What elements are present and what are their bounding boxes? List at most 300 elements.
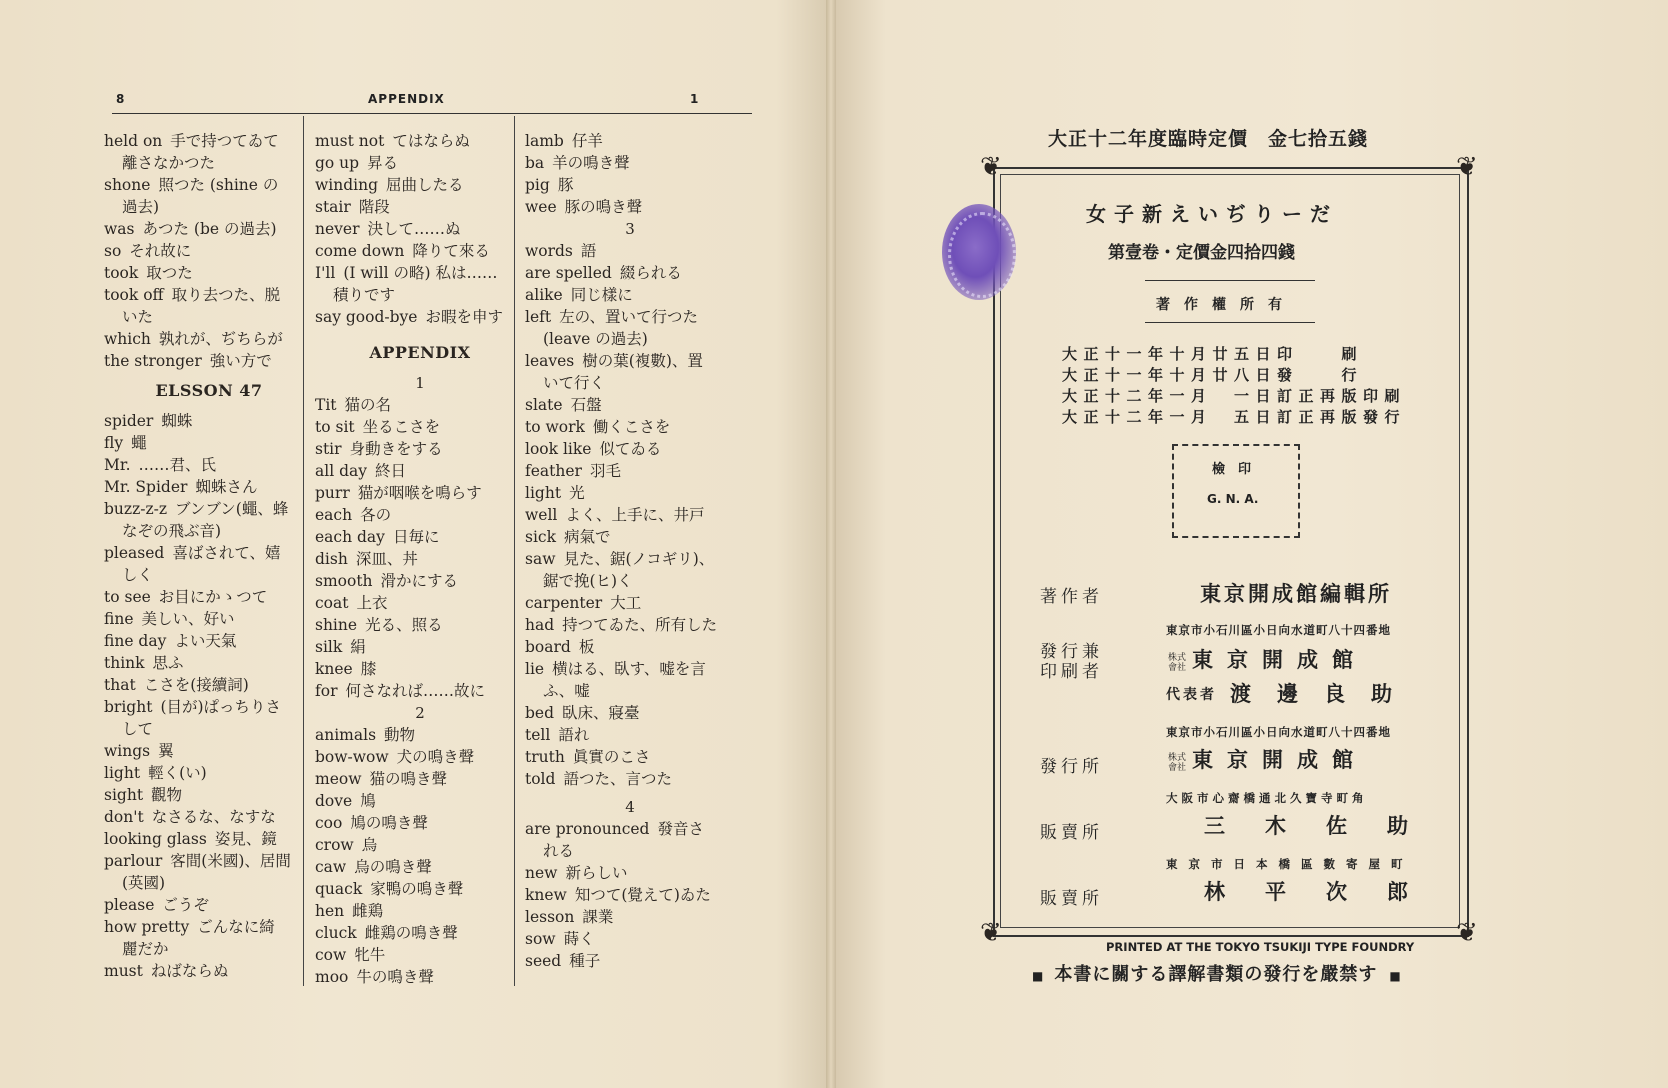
glossary-entry (315, 548, 525, 570)
english-term: animals (315, 726, 377, 744)
glossary-entry (315, 614, 525, 636)
glossary-entry (525, 818, 735, 840)
japanese-gloss: (目が)ぱっちりさ (160, 698, 282, 716)
english-term: spider (104, 412, 154, 430)
glossary-entry (525, 950, 735, 972)
english-term: crow (315, 836, 354, 854)
rule (1145, 322, 1315, 323)
japanese-gloss: 蠅 (131, 434, 147, 452)
english-term: that (104, 676, 136, 694)
english-term: each (315, 506, 353, 524)
glossary-entry (525, 394, 735, 416)
japanese-gloss: 板 (578, 638, 595, 656)
japanese-gloss: よい天氣 (174, 632, 237, 650)
english-term: so (104, 242, 122, 260)
japanese-gloss: 深皿、丼 (355, 550, 418, 568)
glossary-entry (525, 372, 735, 394)
glossary-entry (525, 460, 735, 482)
glossary-entry (315, 636, 525, 658)
glossary-entry (315, 768, 525, 790)
glossary-entry (315, 416, 525, 438)
glossary-entry (104, 152, 314, 174)
kaisha: 會社 (1168, 662, 1187, 673)
japanese-gloss: ねばならぬ (150, 962, 229, 980)
japanese-gloss: 石盤 (570, 396, 602, 414)
english-term: parlour (104, 852, 163, 870)
glossary-entry (104, 762, 314, 784)
japanese-gloss: 種子 (569, 952, 601, 970)
glossary-entry (104, 542, 314, 564)
english-term: wings (104, 742, 151, 760)
english-term: stair (315, 198, 351, 216)
japanese-gloss: 照つた (shine の (158, 176, 279, 194)
glossary-entry (525, 636, 735, 658)
glossary-entry (104, 784, 314, 806)
japanese-gloss: 知つて(覺えて)ゐた (574, 886, 711, 904)
glossary-entry (104, 696, 314, 718)
company-mark (1168, 753, 1186, 773)
japanese-gloss: 身動きをする (349, 440, 443, 458)
glossary-entry (525, 328, 735, 350)
japanese-gloss: 左の、置いて行つた (559, 308, 698, 326)
glossary-entry (104, 564, 314, 586)
japanese-gloss: しく (122, 566, 154, 584)
glossary-entry (525, 614, 735, 636)
glossary-entry (104, 960, 314, 982)
japanese-gloss: 猫の鳴き聲 (369, 770, 447, 788)
japanese-gloss: 姿見、鏡 (214, 830, 277, 848)
section-heading: ELSSON 47 (155, 381, 263, 400)
date-line: 大正十一年十月廿八日發 行 (1062, 366, 1364, 384)
english-term: buzz-z-z (104, 500, 168, 518)
japanese-gloss: 語 (580, 242, 597, 260)
glossary-entry (104, 306, 314, 328)
japanese-gloss: 昇る (367, 154, 399, 172)
lesson-number: 3 (625, 220, 635, 238)
corner-ornament: ❦ (980, 918, 1002, 948)
seller-name: 三木佐助 (1204, 813, 1448, 838)
english-term: Mr. (104, 456, 131, 474)
issuer-name: 東京開成館 (1192, 747, 1368, 772)
english-term: hen (315, 902, 345, 920)
japanese-gloss: ごんなに綺 (197, 918, 275, 936)
glossary-entry (525, 284, 735, 306)
glossary-entry (525, 702, 735, 724)
glossary-entry (315, 680, 525, 702)
japanese-gloss: 牝牛 (354, 946, 386, 964)
glossary-entry (104, 328, 314, 350)
english-term: fine day (104, 632, 167, 650)
english-term: are pronounced (525, 820, 650, 838)
english-term: winding (315, 176, 378, 194)
glossary-entry (315, 306, 525, 328)
japanese-gloss: 何さなれば……故に (345, 682, 485, 700)
japanese-gloss: 樹の葉(複數)、置 (582, 352, 703, 370)
english-term: knew (525, 886, 567, 904)
glossary-entry (525, 504, 735, 526)
prohibition-notice (1032, 960, 1402, 986)
english-term: words (525, 242, 573, 260)
glossary-entry (525, 928, 735, 950)
glossary-entry (315, 856, 525, 878)
english-term: Mr. Spider (104, 478, 188, 496)
glossary-entry (315, 218, 525, 240)
glossary-entry (525, 570, 735, 592)
glossary-entry (104, 872, 314, 894)
japanese-gloss: 大工 (610, 594, 642, 612)
glossary-entry (104, 828, 314, 850)
japanese-gloss: 羊の鳴き聲 (552, 154, 630, 172)
japanese-gloss: 各の (360, 506, 392, 524)
english-term: silk (315, 638, 343, 656)
publisher-label-line: 發行兼 (1040, 642, 1103, 662)
english-term: come down (315, 242, 405, 260)
english-term: smooth (315, 572, 373, 590)
english-term: was (104, 220, 135, 238)
english-term: for (315, 682, 338, 700)
english-term: dove (315, 792, 353, 810)
japanese-gloss: 新らしい (565, 864, 628, 882)
english-term: light (104, 764, 141, 782)
english-term: stir (315, 440, 342, 458)
english-term: never (315, 220, 360, 238)
english-term: alike (525, 286, 563, 304)
glossary-entry (104, 916, 314, 938)
japanese-gloss: 終日 (375, 462, 407, 480)
glossary-entry (315, 900, 525, 922)
copyright-notice: 著 作 權 所 有 (1156, 297, 1282, 313)
japanese-gloss: 牛の鳴き聲 (356, 968, 434, 986)
seller-name: 林平次郎 (1204, 879, 1448, 904)
glossary-entry (104, 740, 314, 762)
english-term: meow (315, 770, 362, 788)
glossary-entry (104, 476, 314, 498)
author-name: 東京開成館編輯所 (1200, 581, 1392, 606)
japanese-gloss: 似てゐる (599, 440, 662, 458)
glossary-entry (315, 394, 525, 416)
glossary-entry (315, 438, 525, 460)
glossary-entry (104, 196, 314, 218)
japanese-gloss: 取つた (146, 264, 193, 282)
english-term: caw (315, 858, 347, 876)
japanese-gloss: 語つた、言つた (563, 770, 672, 788)
page-mark: 1 (690, 92, 699, 106)
english-term: lie (525, 660, 545, 678)
lesson-number: 4 (625, 798, 635, 816)
glossary-entry (315, 658, 525, 680)
english-term: the stronger (104, 352, 202, 370)
japanese-gloss: 羽毛 (589, 462, 621, 480)
glossary-entry (315, 834, 525, 856)
japanese-gloss: お目にかゝつて (158, 588, 268, 606)
japanese-gloss: 臥床、寢臺 (562, 704, 640, 722)
stamp-pattern (948, 212, 1016, 298)
english-term: seed (525, 952, 562, 970)
glossary-entry (104, 240, 314, 262)
glossary-entry (525, 884, 735, 906)
glossary-entry (104, 674, 314, 696)
japanese-gloss: 決して……ぬ (367, 220, 461, 238)
english-term: took off (104, 286, 164, 304)
japanese-gloss: 病氣で (564, 528, 611, 546)
japanese-gloss: 家鴨の鳴き聲 (370, 880, 464, 898)
japanese-gloss: 翼 (158, 742, 174, 760)
japanese-gloss: 鋸で挽(ヒ)く (543, 572, 633, 590)
english-term: sick (525, 528, 556, 546)
glossary-entry (104, 262, 314, 284)
glossary-entry (525, 724, 735, 746)
japanese-gloss: それ故に (129, 242, 192, 260)
page-number: 8 (116, 92, 125, 106)
english-term: coo (315, 814, 343, 832)
japanese-gloss: 手で持つてゐて (170, 132, 279, 150)
temporary-price: 大正十二年度臨時定價 金七拾五錢 (1048, 128, 1369, 150)
english-term: say good-bye (315, 308, 418, 326)
date-line: 大正十一年十月廿五日印 刷 (1062, 345, 1364, 363)
header-rule (112, 113, 752, 114)
glossary-entry (315, 724, 525, 746)
glossary-entry (104, 410, 314, 432)
seal-initials: G. N. A. (1207, 492, 1259, 506)
section-heading: APPENDIX (369, 343, 471, 362)
english-term: sight (104, 786, 144, 804)
japanese-gloss: 美しい、好い (141, 610, 235, 628)
japanese-gloss: 麗だか (122, 940, 169, 958)
glossary-entry (104, 850, 314, 872)
representative-label: 代表者 (1166, 687, 1217, 703)
japanese-gloss: 鳩 (360, 792, 376, 810)
japanese-gloss: 蒔く (563, 930, 595, 948)
address: 東京市小石川區小日向水道町八十四番地 (1166, 623, 1391, 637)
english-term: slate (525, 396, 563, 414)
glossary-entry (104, 432, 314, 454)
glossary-entry (315, 482, 525, 504)
japanese-gloss: 觀物 (151, 786, 183, 804)
japanese-gloss: 取り去つた、脱 (171, 286, 281, 304)
english-term: I'll (315, 264, 336, 282)
glossary-entry (525, 196, 735, 218)
glossary-column-2 (315, 130, 525, 988)
japanese-gloss: 光る、照る (365, 616, 443, 634)
english-term: took (104, 264, 139, 282)
left-page (0, 0, 826, 1088)
glossary-entry (315, 944, 525, 966)
english-term: left (525, 308, 552, 326)
japanese-gloss: して (122, 720, 154, 738)
english-term: look like (525, 440, 592, 458)
japanese-gloss: 強い方で (209, 352, 272, 370)
english-term: coat (315, 594, 349, 612)
english-term: lesson (525, 908, 575, 926)
glossary-entry (315, 878, 525, 900)
japanese-gloss: 同じ樣に (570, 286, 633, 304)
date-line: 大正十二年一月 五日訂正再版發行 (1062, 408, 1407, 426)
address: 東京市小石川區小日向水道町八十四番地 (1166, 725, 1391, 739)
japanese-gloss: こさを(接續詞) (143, 676, 249, 694)
publisher-label-line: 印刷者 (1040, 662, 1103, 682)
glossary-entry (104, 520, 314, 542)
glossary-entry (525, 240, 735, 262)
glossary-entry (315, 152, 525, 174)
glossary-entry (315, 504, 525, 526)
japanese-gloss: 雌鶏の鳴き聲 (364, 924, 458, 942)
english-term: cow (315, 946, 347, 964)
japanese-gloss: あつた (be の過去) (142, 220, 277, 238)
japanese-gloss: 滑かにする (380, 572, 459, 590)
english-term: pig (525, 176, 550, 194)
issuer-label: 發行所 (1040, 757, 1103, 777)
publisher-name: 東京開成館 (1192, 647, 1368, 672)
glossary-entry (104, 174, 314, 196)
glossary-entry (315, 460, 525, 482)
glossary-entry (525, 680, 735, 702)
japanese-gloss: 積りです (333, 286, 396, 304)
english-term: new (525, 864, 558, 882)
japanese-gloss: 離さなかつた (122, 154, 216, 172)
japanese-gloss: 蜘蛛さん (195, 478, 258, 496)
kabushiki: 株式 (1168, 652, 1187, 663)
english-term: held on (104, 132, 163, 150)
japanese-gloss: ……君、氏 (138, 456, 217, 474)
japanese-gloss: ふ、嘘 (543, 682, 590, 700)
seal-label: 檢 印 (1212, 462, 1252, 477)
glossary-entry (315, 240, 525, 262)
english-term: please (104, 896, 155, 914)
glossary-entry (104, 652, 314, 674)
corner-ornament: ❦ (980, 152, 1002, 182)
japanese-gloss: 雌鶏 (352, 902, 384, 920)
japanese-gloss: 孰れが、ぢちらが (158, 330, 283, 348)
square-bullet-icon: ■ (1032, 969, 1045, 983)
japanese-gloss: 坐るこさを (362, 418, 441, 436)
english-term: to see (104, 588, 151, 606)
glossary-entry (525, 526, 735, 548)
publisher-row (1168, 644, 1367, 674)
english-term: bow-wow (315, 748, 389, 766)
glossary-entry (104, 454, 314, 476)
glossary-entry (315, 592, 525, 614)
japanese-gloss: 動物 (384, 726, 416, 744)
japanese-gloss: 猫が咽喉を鳴らす (357, 484, 482, 502)
english-term: feather (525, 462, 582, 480)
glossary-entry (104, 498, 314, 520)
glossary-entry (315, 284, 525, 306)
japanese-gloss: 眞實のこさ (572, 748, 651, 766)
japanese-gloss: 犬の鳴き聲 (396, 748, 475, 766)
glossary-entry (315, 790, 525, 812)
japanese-gloss: 豚 (557, 176, 574, 194)
glossary-entry (315, 174, 525, 196)
japanese-gloss: 降りて來る (412, 242, 490, 260)
japanese-gloss: 横はる、臥す、嘘を言 (552, 660, 706, 678)
english-term: fly (104, 434, 124, 452)
address: 東京市日本橋區數寄屋町 (1166, 857, 1414, 871)
english-term: truth (525, 748, 565, 766)
glossary-entry (525, 658, 735, 680)
japanese-gloss: 豚の鳴き聲 (564, 198, 643, 216)
japanese-gloss: 客間(米國)、居間 (170, 852, 291, 870)
english-term: well (525, 506, 558, 524)
glossary-entry (525, 350, 735, 372)
printer-line: PRINTED AT THE TOKYO TSUKIJI TYPE FOUNDRY (1106, 940, 1415, 954)
english-term: are spelled (525, 264, 612, 282)
english-term: carpenter (525, 594, 603, 612)
glossary-entry (104, 806, 314, 828)
glossary-entry (315, 196, 525, 218)
english-term: sow (525, 930, 556, 948)
book-spine (826, 0, 836, 1088)
glossary-entry (315, 262, 525, 284)
english-term: Tit (315, 396, 337, 414)
glossary-entry (525, 438, 735, 460)
glossary-entry (315, 130, 525, 152)
japanese-gloss: いて行く (543, 374, 606, 392)
japanese-gloss: 鳩の鳴き聲 (350, 814, 428, 832)
glossary-column-3 (525, 130, 735, 972)
issuer-row (1168, 744, 1367, 774)
english-term: shine (315, 616, 358, 634)
japanese-gloss: 働くこさを (592, 418, 671, 436)
japanese-gloss: 輕く(い) (148, 764, 207, 782)
english-term: how pretty (104, 918, 190, 936)
glossary-entry (525, 152, 735, 174)
glossary-entry (525, 130, 735, 152)
japanese-gloss: 烏 (361, 836, 378, 854)
english-term: pleased (104, 544, 165, 562)
japanese-gloss: 仔羊 (571, 132, 603, 150)
japanese-gloss: 過去) (122, 198, 160, 216)
book-title: 女子新えいぢりーだ (1086, 202, 1338, 226)
japanese-gloss: なさるな、なすな (151, 808, 276, 826)
glossary-entry (104, 218, 314, 240)
english-term: all day (315, 462, 368, 480)
publisher-label (1040, 642, 1103, 682)
glossary-entry (104, 130, 314, 152)
glossary-entry (525, 482, 735, 504)
english-term: lamb (525, 132, 564, 150)
english-term: to sit (315, 418, 355, 436)
japanese-gloss: 猫の名 (344, 396, 392, 414)
volume-price: 第壹卷・定價金四拾四錢 (1108, 243, 1295, 263)
english-term: tell (525, 726, 551, 744)
english-term: knee (315, 660, 353, 678)
glossary-entry (315, 526, 525, 548)
glossary-entry (525, 174, 735, 196)
glossary-column-1 (104, 130, 314, 982)
japanese-gloss: 見た、鋸(ノコギリ)、 (563, 550, 715, 568)
japanese-gloss: (英國) (122, 874, 166, 892)
english-term: moo (315, 968, 349, 986)
english-term: go up (315, 154, 360, 172)
japanese-gloss: ブンブン(蠅、蜂 (175, 500, 289, 518)
kaisha: 會社 (1168, 762, 1187, 773)
english-term: bed (525, 704, 555, 722)
glossary-entry (525, 840, 735, 862)
japanese-gloss: いた (122, 308, 154, 326)
glossary-entry (104, 608, 314, 630)
english-term: ba (525, 154, 545, 172)
kabushiki: 株式 (1168, 752, 1187, 763)
japanese-gloss: 烏の鳴き聲 (354, 858, 432, 876)
japanese-gloss: てはならぬ (392, 132, 470, 150)
glossary-entry (525, 746, 735, 768)
seller-label: 販賣所 (1040, 823, 1103, 843)
glossary-entry (104, 718, 314, 740)
english-term: which (104, 330, 151, 348)
japanese-gloss: 日毎に (392, 528, 440, 546)
glossary-entry (525, 862, 735, 884)
date-list (1062, 344, 1406, 428)
